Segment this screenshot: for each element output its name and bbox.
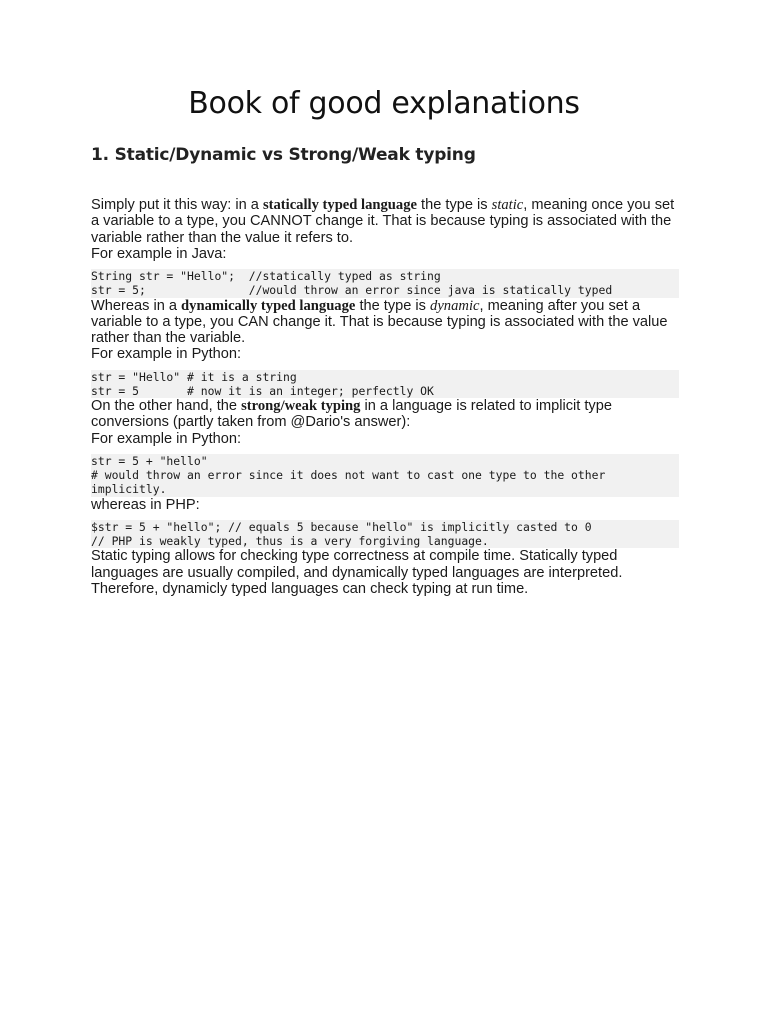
- code-line: # would throw an error since it does not want to cast one type to the other: [91, 468, 606, 483]
- section-heading: 1. Static/Dynamic vs Strong/Weak typing: [91, 145, 476, 165]
- document-title: Book of good explanations: [188, 86, 580, 121]
- code-line: // PHP is weakly typed, thus is a very forgiving language.: [91, 534, 489, 549]
- code-line: $str = 5 + "hello"; // equals 5 because "hello" is implicitly casted to 0: [91, 519, 592, 534]
- term-statically-typed: statically typed language: [262, 197, 417, 213]
- paragraph-python-example-label: For example in Python:: [91, 346, 242, 363]
- code-line: str = 5 + "hello": [91, 454, 208, 469]
- code-block-python-1: [91, 370, 679, 398]
- code-block-python-2: [91, 454, 679, 497]
- code-line: String str = "Hello"; //statically typed as string: [91, 269, 441, 284]
- paragraph-dynamic-typing: Whereas in a dynamically typed language the type is dynamic, meaning after you set a variable to a type, you CAN change it. That is because typing is associated with the value rather than the variable.: [91, 297, 668, 347]
- term-dynamic: dynamic: [430, 297, 480, 314]
- code-block-php: [91, 520, 679, 548]
- term-strong-weak-typing: strong/weak typing: [241, 398, 361, 415]
- document-body: [91, 197, 681, 597]
- paragraph-php-label: whereas in PHP:: [91, 496, 200, 513]
- paragraph-conclusion: Static typing allows for checking type correctness at compile time. Statically typed languages are usually compiled, and dynamically typed languages are interpreted. Therefore, dynamicly typed languages can check typing at run time.: [91, 548, 623, 597]
- code-line: str = 5; //would throw an error since java is statically typed: [91, 283, 613, 298]
- term-dynamically-typed: dynamically typed language: [181, 297, 356, 314]
- code-line: implicitly.: [91, 482, 167, 497]
- code-line: str = "Hello" # it is a string: [91, 369, 297, 384]
- paragraph-static-typing: Simply put it this way: in a statically typed language the type is static, meaning once you set a variable to a type, you CANNOT change it. That is because typing is associated with the variable rather than the value it refers to.: [91, 197, 675, 246]
- code-block-java: [91, 269, 679, 297]
- term-static: static: [491, 197, 524, 213]
- code-line: str = 5 # now it is an integer; perfectly OK: [91, 383, 434, 398]
- paragraph-python-example-label-2: For example in Python:: [91, 430, 242, 447]
- paragraph-java-example-label: For example in Java:: [91, 245, 227, 262]
- paragraph-strong-weak-typing: On the other hand, the strong/weak typing in a language is related to implicit type conversions (partly taken from @Dario's answer):: [91, 398, 612, 431]
